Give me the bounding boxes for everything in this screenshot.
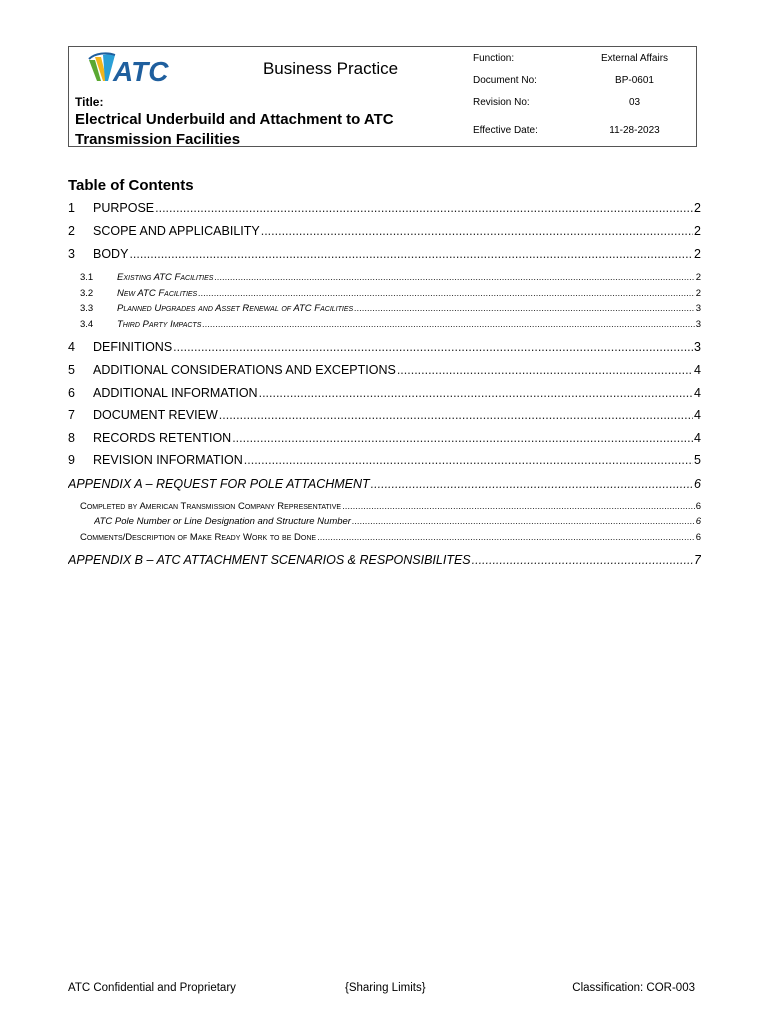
toc-leader-dots <box>129 247 693 261</box>
toc-entry-text: PURPOSE <box>93 201 155 215</box>
toc-entry-page: 2 <box>694 224 701 238</box>
logo-wordmark: ATC <box>113 56 169 87</box>
toc-appendix-a[interactable] <box>68 477 701 491</box>
toc-leader-dots <box>198 288 694 299</box>
effective-date-label: Effective Date: <box>473 124 538 136</box>
toc-entry-page: 2 <box>695 272 701 283</box>
document-header-table <box>68 46 697 147</box>
toc-entry-number: 3.1 <box>80 272 94 283</box>
toc-entry-page: 7 <box>694 553 701 567</box>
toc-leader-dots <box>342 501 695 512</box>
toc-leader-dots <box>214 272 694 283</box>
doc-no-value: BP-0601 <box>615 74 654 86</box>
toc-entry-number: 1 <box>68 201 75 215</box>
toc-entry-number: 2 <box>68 224 75 238</box>
toc-entry-page: 6 <box>695 516 701 527</box>
toc-subentry[interactable] <box>80 272 701 283</box>
toc-entry-page: 6 <box>694 477 701 491</box>
toc-subentry[interactable] <box>80 303 701 314</box>
toc-leader-dots <box>371 477 693 491</box>
toc-leader-dots <box>173 340 693 354</box>
footer-sharing-limits: {Sharing Limits} <box>345 982 426 994</box>
toc-entry-page: 5 <box>694 453 701 467</box>
toc-subentry[interactable] <box>80 319 701 330</box>
toc-entry-page: 2 <box>694 201 701 215</box>
toc-appendix-b[interactable] <box>68 553 701 567</box>
doc-type: Business Practice <box>262 59 399 78</box>
toc-entry-text: ADDITIONAL INFORMATION <box>93 386 258 400</box>
toc-entry-text: APPENDIX B – ATC ATTACHMENT SCENARIOS & RESPONSIBILITES <box>68 553 471 567</box>
atc-logo <box>87 51 179 87</box>
toc-leader-dots <box>352 516 695 527</box>
toc-entry-text: Existing ATC Facilities <box>117 272 214 283</box>
footer-classification: Classification: COR-003 <box>572 982 695 994</box>
toc-entry[interactable] <box>68 363 701 377</box>
document-title-line-1: Electrical Underbuild and Attachment to ATC <box>75 111 394 128</box>
toc-leader-dots <box>232 431 693 445</box>
function-label: Function: <box>473 52 515 64</box>
function-value: External Affairs <box>600 52 669 64</box>
title-label: Title: <box>75 95 104 109</box>
toc-entry-text: RECORDS RETENTION <box>93 431 232 445</box>
toc-entry-number: 3 <box>68 247 75 261</box>
toc-subentry[interactable] <box>80 532 701 543</box>
toc-leader-dots <box>397 363 693 377</box>
logo-cell <box>69 47 196 91</box>
toc-entry-text: DEFINITIONS <box>93 340 173 354</box>
toc-entry-text: BODY <box>93 247 129 261</box>
toc-entry-number: 4 <box>68 340 75 354</box>
toc-leader-dots <box>202 319 694 330</box>
toc-subentry[interactable] <box>80 288 701 299</box>
toc-heading: Table of Contents <box>68 177 194 194</box>
toc-entry-text: ATC Pole Number or Line Designation and Structure Number <box>94 516 351 527</box>
toc-entry-number: 3.2 <box>80 288 94 299</box>
doc-no-label: Document No: <box>473 74 537 86</box>
footer-confidential: ATC Confidential and Proprietary <box>68 982 236 994</box>
toc-entry-number: 5 <box>68 363 75 377</box>
toc-entry[interactable] <box>68 201 701 215</box>
toc-entry-page: 2 <box>694 247 701 261</box>
toc-entry-number: 8 <box>68 431 75 445</box>
toc-entry[interactable] <box>68 386 701 400</box>
toc-leader-dots <box>155 201 693 215</box>
toc-entry-page: 4 <box>694 408 701 422</box>
revision-label: Revision No: <box>473 96 530 108</box>
toc-subentry[interactable] <box>94 516 701 527</box>
toc-entry-text: ADDITIONAL CONSIDERATIONS AND EXCEPTIONS <box>93 363 396 377</box>
toc-entry[interactable] <box>68 453 701 467</box>
toc-entry-text: Planned Upgrades and Asset Renewal of ATC Facilities <box>117 303 354 314</box>
title-block <box>69 91 465 147</box>
toc-subentry[interactable] <box>80 501 701 512</box>
toc-leader-dots <box>261 224 693 238</box>
toc-leader-dots <box>354 303 695 314</box>
toc-entry-page: 3 <box>695 303 701 314</box>
toc-entry[interactable] <box>68 247 701 261</box>
toc-entry-text: Comments/Description of Make Ready Work to be Done <box>80 532 317 543</box>
toc-entry-page: 4 <box>694 431 701 445</box>
toc-entry[interactable] <box>68 340 701 354</box>
toc-entry-number: 9 <box>68 453 75 467</box>
toc-entry[interactable] <box>68 408 701 422</box>
toc-entry-page: 3 <box>694 340 701 354</box>
document-title-line-2: Transmission Facilities <box>75 131 241 148</box>
toc-entry-page: 6 <box>695 501 701 512</box>
effective-date-value: 11-28-2023 <box>609 124 660 136</box>
toc-entry-number: 6 <box>68 386 75 400</box>
toc-leader-dots <box>259 386 693 400</box>
toc-entry-text: Completed by American Transmission Company Representative <box>80 501 342 512</box>
toc-entry-page: 3 <box>695 319 701 330</box>
toc-entry-text: New ATC Facilities <box>117 288 198 299</box>
toc-entry-text: APPENDIX A – REQUEST FOR POLE ATTACHMENT <box>68 477 370 491</box>
revision-value: 03 <box>628 96 641 108</box>
toc-entry-number: 7 <box>68 408 75 422</box>
toc-entry-text: DOCUMENT REVIEW <box>93 408 218 422</box>
toc-entry[interactable] <box>68 224 701 238</box>
toc-entry-page: 4 <box>694 363 701 377</box>
toc-entry-page: 6 <box>695 532 701 543</box>
toc-entry-number: 3.4 <box>80 319 94 330</box>
toc-leader-dots <box>472 553 693 567</box>
toc-entry-page: 2 <box>695 288 701 299</box>
toc-entry[interactable] <box>68 431 701 445</box>
toc-entry-page: 4 <box>694 386 701 400</box>
toc-entry-text: Third Party Impacts <box>117 319 202 330</box>
toc-leader-dots <box>317 532 695 543</box>
toc-leader-dots <box>244 453 693 467</box>
toc-entry-number: 3.3 <box>80 303 94 314</box>
toc-entry-text: REVISION INFORMATION <box>93 453 243 467</box>
toc-entry-text: SCOPE AND APPLICABILITY <box>93 224 260 238</box>
toc-leader-dots <box>219 408 693 422</box>
